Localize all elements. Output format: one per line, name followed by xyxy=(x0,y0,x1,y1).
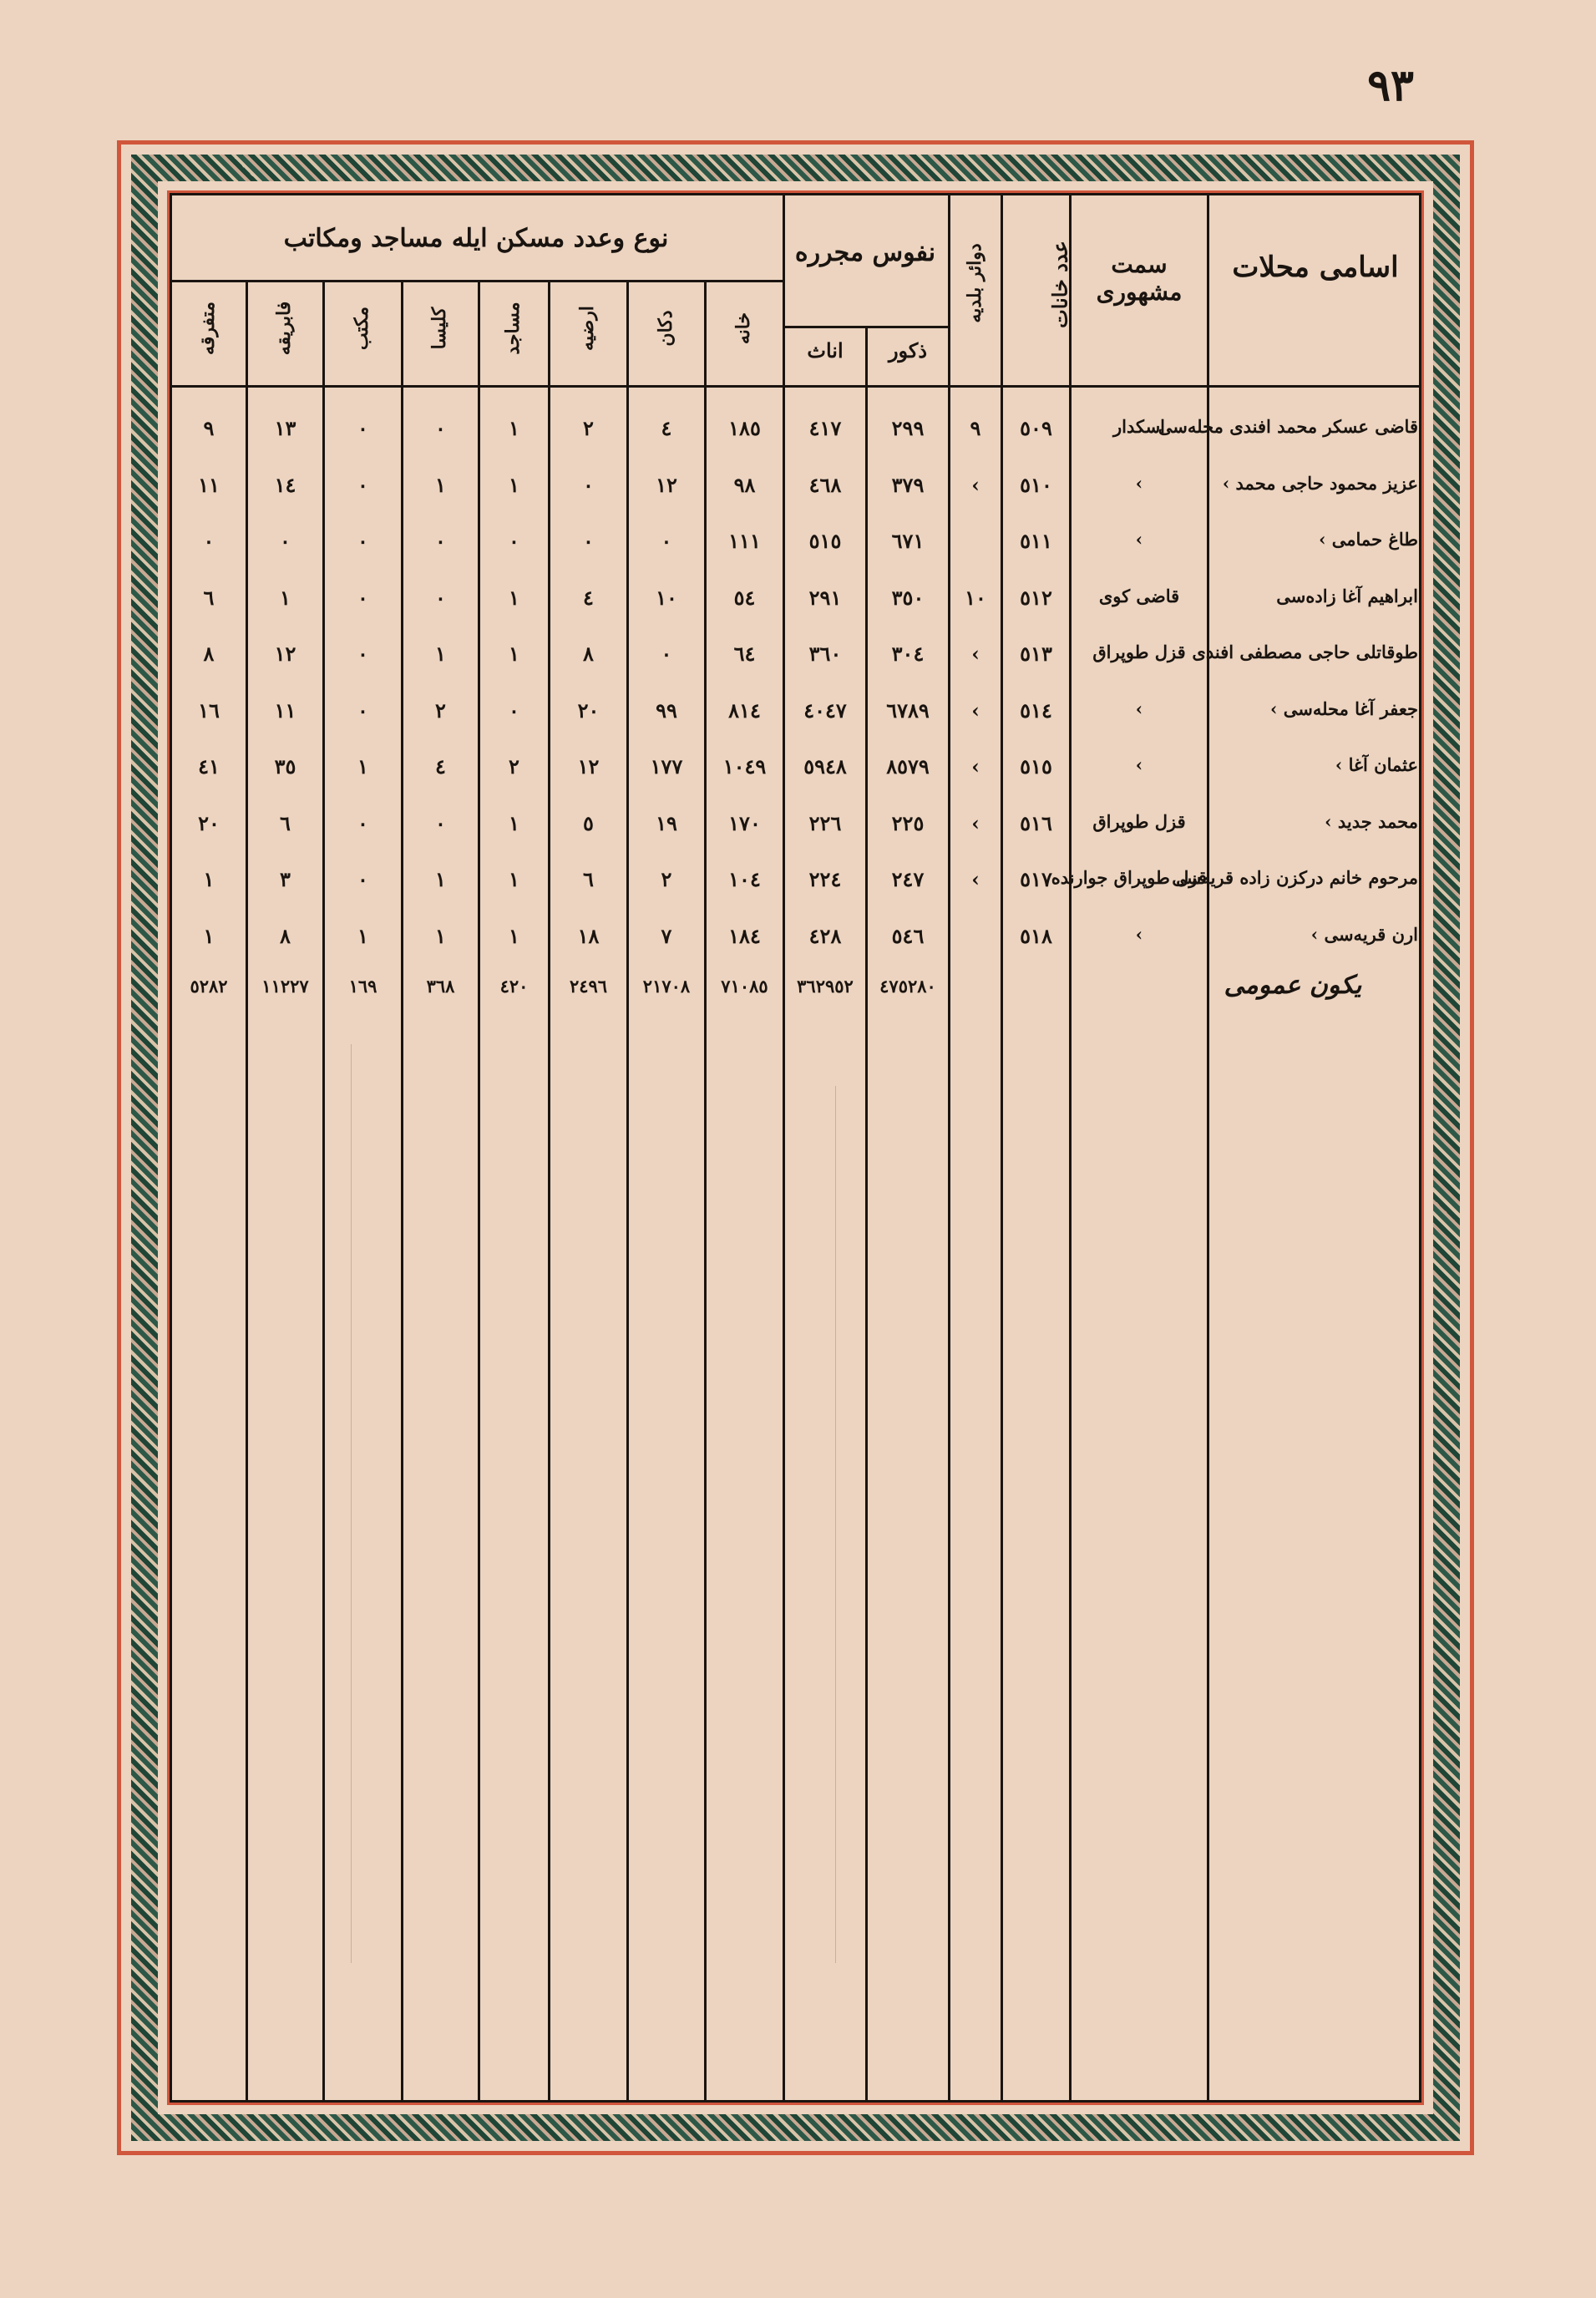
row-cell-c1: ١٧٠ xyxy=(728,811,761,835)
header-semt: سمت مشهوری xyxy=(1096,251,1183,306)
row-cell-c1: ٩٨ xyxy=(733,473,756,497)
row-cell-name: طاغ حمامی › xyxy=(1319,529,1418,550)
row-cell-inas: ٣٦٠ xyxy=(808,642,842,666)
row-cell-c1: ٦٤ xyxy=(733,642,756,666)
row-cell-inas: ٤٦٨ xyxy=(808,473,842,497)
totals-cell-c5: ٣٦٨ xyxy=(426,976,455,997)
bleed-through-line xyxy=(835,1086,836,1963)
row-cell-c6: ٠ xyxy=(357,811,368,835)
col-divider xyxy=(626,280,629,2103)
header-building-col: دکان xyxy=(655,310,676,347)
row-cell-name: محمد جدید › xyxy=(1325,811,1418,832)
row-cell-inas: ٢٢٦ xyxy=(808,811,842,835)
row-cell-c3: ١٨ xyxy=(577,924,600,948)
header-hane-numara: عدد خانات xyxy=(1047,241,1072,328)
row-cell-name: قاضی عسکر محمد افندی محله‌سی xyxy=(1158,416,1418,437)
row-cell-c2: ٧ xyxy=(661,924,672,948)
row-cell-inas: ٥١٥ xyxy=(808,529,842,553)
row-cell-c8: ٤١ xyxy=(198,754,220,779)
row-cell-c8: ١ xyxy=(203,924,215,948)
header-building-col: فابریقه xyxy=(273,301,295,356)
header-building-col: مکتب xyxy=(351,306,372,351)
row-cell-daire: › xyxy=(971,473,980,497)
row-cell-hane: ٥١٥ xyxy=(1020,754,1052,779)
row-cell-zukur: ٦٧٨٩ xyxy=(886,698,930,723)
row-cell-c1: ٥٤ xyxy=(733,586,756,610)
row-cell-c8: ٨ xyxy=(203,642,215,666)
row-cell-c3: ٥ xyxy=(583,811,594,835)
row-cell-c5: ٠ xyxy=(435,811,446,835)
row-cell-hane: ٥١٦ xyxy=(1020,811,1052,835)
row-cell-semt: › xyxy=(1135,529,1143,550)
row-cell-c1: ١٨٥ xyxy=(728,416,761,440)
col-divider xyxy=(322,280,325,2103)
row-cell-zukur: ٢٤٧ xyxy=(891,867,925,891)
row-cell-c7: ٦ xyxy=(280,811,291,835)
row-cell-semt: › xyxy=(1135,754,1143,775)
row-cell-zukur: ٨٥٧٩ xyxy=(886,754,930,779)
header-bottom-rule xyxy=(170,385,1421,388)
row-cell-c5: ١ xyxy=(435,473,446,497)
row-cell-inas: ٢٢٤ xyxy=(808,867,842,891)
row-cell-zukur: ٣٥٠ xyxy=(891,586,925,610)
row-cell-c5: ١ xyxy=(435,642,446,666)
row-cell-name: جعفر آغا محله‌سی › xyxy=(1270,698,1418,719)
row-cell-c7: ٨ xyxy=(280,924,291,948)
row-cell-c2: ٢ xyxy=(661,867,672,891)
building-group-rule xyxy=(170,280,783,282)
header-building-col: خانه xyxy=(732,312,754,345)
row-cell-c1: ١٨٤ xyxy=(728,924,761,948)
row-cell-c7: ١٣ xyxy=(274,416,296,440)
header-building-col: متفرقه xyxy=(197,302,219,356)
row-cell-c2: ١٢ xyxy=(656,473,677,497)
row-cell-c3: ٦ xyxy=(583,867,594,891)
row-cell-c1: ١١١ xyxy=(728,529,761,553)
row-cell-c7: ٣ xyxy=(280,867,291,891)
totals-cell-inas: ٣٦٢٩٥٢ xyxy=(797,976,854,997)
row-cell-c1: ١٠٤ xyxy=(728,867,761,891)
row-cell-c3: ٢ xyxy=(583,416,594,440)
row-cell-daire: › xyxy=(971,867,980,891)
row-cell-zukur: ٣٧٩ xyxy=(891,473,925,497)
row-cell-c2: ١٧٧ xyxy=(650,754,683,779)
row-cell-name: ارن قریه‌سی › xyxy=(1310,924,1418,945)
row-cell-inas: ٢٩١ xyxy=(808,586,842,610)
row-cell-c4: ١ xyxy=(509,811,519,835)
row-cell-c7: ١٤ xyxy=(274,473,296,497)
row-cell-c8: ١ xyxy=(203,867,215,891)
row-cell-c4: ١ xyxy=(509,642,519,666)
row-cell-c6: ٠ xyxy=(357,867,368,891)
bleed-through-line xyxy=(351,1044,352,1963)
header-daire-numara: دوائر بلدیه xyxy=(964,243,985,323)
row-cell-semt: › xyxy=(1135,473,1143,494)
totals-cell-c3: ٢٤٩٦ xyxy=(569,976,608,997)
row-cell-zukur: ٢٢٥ xyxy=(891,811,925,835)
row-cell-c4: ٢ xyxy=(509,754,519,779)
row-cell-c2: ٤ xyxy=(661,416,672,440)
row-cell-inas: ٥٩٤٨ xyxy=(803,754,847,779)
row-cell-hane: ٥٠٩ xyxy=(1020,416,1052,440)
col-divider xyxy=(704,280,707,2103)
row-cell-hane: ٥١٣ xyxy=(1020,642,1052,666)
row-cell-c2: ٩٩ xyxy=(656,698,677,723)
row-cell-c3: ٤ xyxy=(583,586,594,610)
col-divider xyxy=(548,280,550,2103)
row-cell-c8: ٦ xyxy=(203,586,215,610)
row-cell-c1: ١٠٤٩ xyxy=(722,754,767,779)
row-cell-c4: ٠ xyxy=(509,698,519,723)
row-cell-hane: ٥١١ xyxy=(1020,529,1052,553)
header-building-col: ارضیه xyxy=(576,306,598,351)
row-cell-c3: ٠ xyxy=(583,529,594,553)
row-cell-semt: › xyxy=(1135,698,1143,719)
totals-label: یکون عمومی xyxy=(1224,971,1362,1000)
row-cell-c6: ٠ xyxy=(357,473,368,497)
header-building-col: مساجد xyxy=(502,302,524,355)
row-cell-c5: ٠ xyxy=(435,586,446,610)
row-cell-c4: ١ xyxy=(509,867,519,891)
row-cell-c2: ١٩ xyxy=(656,811,677,835)
row-cell-c8: ٠ xyxy=(203,529,215,553)
row-cell-daire: › xyxy=(971,698,980,723)
page-number: ٩٣ xyxy=(1367,60,1414,111)
totals-cell-c2: ٢١٧٠٨ xyxy=(642,976,691,997)
row-cell-c3: ٠ xyxy=(583,473,594,497)
row-cell-hane: ٥١٧ xyxy=(1020,867,1052,891)
header-building-group: نوع وعدد مسکن ایله مساجد ومکاتب xyxy=(283,224,669,253)
totals-cell-c8: ٥٢٨٢ xyxy=(190,976,228,997)
row-cell-c5: ٠ xyxy=(435,529,446,553)
row-cell-c8: ١٦ xyxy=(198,698,220,723)
totals-cell-c1: ٧١٠٨٥ xyxy=(721,976,768,997)
totals-cell-c4: ٤٢٠ xyxy=(499,976,529,997)
row-cell-name: عزیز محمود حاجی محمد › xyxy=(1222,473,1418,494)
col-divider xyxy=(246,280,248,2103)
row-cell-c8: ٩ xyxy=(203,416,215,440)
row-cell-inas: ٤٠٤٧ xyxy=(803,698,847,723)
totals-cell-c6: ١٦٩ xyxy=(348,976,377,997)
row-cell-c7: ١١ xyxy=(274,698,296,723)
row-cell-semt: قزل طوپراق جوارنده xyxy=(1051,867,1207,888)
row-cell-zukur: ٢٩٩ xyxy=(891,416,925,440)
row-cell-c7: ٠ xyxy=(280,529,291,553)
row-cell-hane: ٥١٠ xyxy=(1020,473,1052,497)
row-cell-inas: ٤١٧ xyxy=(808,416,842,440)
row-cell-daire: › xyxy=(971,754,980,779)
row-cell-c5: ٠ xyxy=(435,416,446,440)
row-cell-c4: ١ xyxy=(509,473,519,497)
row-cell-c4: ١ xyxy=(509,924,519,948)
row-cell-hane: ٥١٢ xyxy=(1020,586,1052,610)
row-cell-daire: ٩ xyxy=(970,416,981,440)
totals-cell-c7: ١١٢٢٧ xyxy=(261,976,309,997)
row-cell-name: ابراهیم آغا زاده‌سی xyxy=(1276,586,1418,606)
row-cell-c5: ١ xyxy=(435,924,446,948)
row-cell-semt: اسکدار xyxy=(1112,416,1166,437)
row-cell-name: مرحوم خانم درکزن زاده قریه‌سی xyxy=(1172,867,1418,888)
row-cell-c7: ٣٥ xyxy=(274,754,296,779)
row-cell-c6: ٠ xyxy=(357,586,368,610)
row-cell-daire: ١٠ xyxy=(965,586,986,610)
header-nufus-group: نفوس مجرره xyxy=(794,238,936,267)
row-cell-zukur: ٦٧١ xyxy=(891,529,925,553)
row-cell-c4: ١ xyxy=(509,586,519,610)
row-cell-name: طوقاتلی حاجی مصطفی افندی xyxy=(1192,642,1418,662)
row-cell-semt: قزل طوپراق xyxy=(1092,811,1186,832)
row-cell-c8: ١١ xyxy=(198,473,220,497)
totals-cell-zukur: ٤٧٥٢٨٠ xyxy=(879,976,936,997)
row-cell-zukur: ٣٠٤ xyxy=(891,642,925,666)
row-cell-c6: ٠ xyxy=(357,416,368,440)
row-cell-c2: ٠ xyxy=(661,529,672,553)
header-nufus-zukur: ذکور xyxy=(888,338,928,363)
row-cell-c3: ٢٠ xyxy=(577,698,600,723)
row-cell-c6: ٠ xyxy=(357,642,368,666)
row-cell-inas: ٤٢٨ xyxy=(808,924,842,948)
row-cell-c4: ١ xyxy=(509,416,519,440)
row-cell-zukur: ٥٤٦ xyxy=(891,924,925,948)
row-cell-c6: ٠ xyxy=(357,698,368,723)
header-building-col: کلیسا xyxy=(428,307,450,350)
row-cell-c7: ١ xyxy=(280,586,291,610)
row-cell-semt: › xyxy=(1135,924,1143,945)
row-cell-daire: › xyxy=(971,642,980,666)
row-cell-c1: ٨١٤ xyxy=(728,698,761,723)
row-cell-c5: ٤ xyxy=(435,754,446,779)
header-nufus-inas: اناث xyxy=(807,338,844,363)
row-cell-c2: ٠ xyxy=(661,642,672,666)
row-cell-c3: ٨ xyxy=(583,642,594,666)
row-cell-daire: › xyxy=(971,811,980,835)
row-cell-c6: ٠ xyxy=(357,529,368,553)
row-cell-semt: قزل طوپراق xyxy=(1092,642,1186,662)
row-cell-name: عثمان آغا › xyxy=(1335,754,1418,775)
col-divider xyxy=(478,280,480,2103)
col-divider xyxy=(401,280,403,2103)
row-cell-c2: ١٠ xyxy=(656,586,677,610)
row-cell-c7: ١٢ xyxy=(274,642,296,666)
row-cell-c5: ١ xyxy=(435,867,446,891)
row-cell-c6: ١ xyxy=(357,754,368,779)
row-cell-semt: قاضی کوی xyxy=(1098,586,1180,606)
row-cell-c5: ٢ xyxy=(435,698,446,723)
row-cell-c3: ١٢ xyxy=(577,754,600,779)
row-cell-c6: ١ xyxy=(357,924,368,948)
row-cell-c8: ٢٠ xyxy=(198,811,220,835)
row-cell-c4: ٠ xyxy=(509,529,519,553)
row-cell-hane: ٥١٤ xyxy=(1020,698,1052,723)
header-mahalle-names: اسامی محلات xyxy=(1232,251,1399,284)
row-cell-hane: ٥١٨ xyxy=(1020,924,1052,948)
